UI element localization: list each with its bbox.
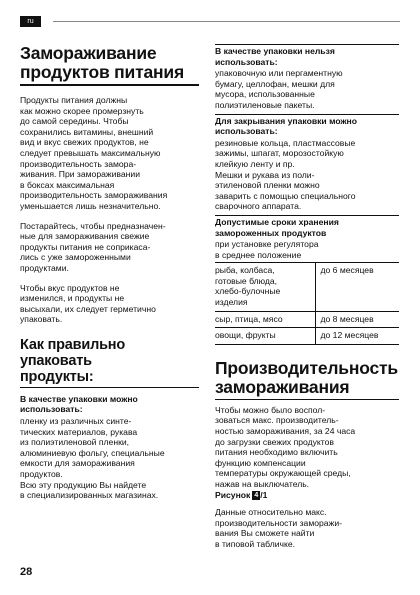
header-rule [53, 21, 400, 22]
food-cell: овощи, фрукты [215, 328, 315, 345]
section-rule [215, 399, 399, 400]
food-cell: рыба, колбаса, готовые блюда, хлебо-булочные изделия [215, 263, 315, 311]
subheading-forbidden-packaging: В качестве упаковки нельзя использовать: [215, 46, 335, 67]
figure-number-badge: 4 [254, 491, 259, 499]
section-title-packing: Как правильно упаковать продукты: [20, 336, 126, 385]
storage-time-table [215, 263, 399, 345]
subheading-storage-times: Допустимые сроки хранения замороженных продуктов [215, 216, 339, 238]
food-cell: сыр, птица, мясо [215, 311, 315, 328]
right-column [215, 44, 399, 550]
table-row [215, 263, 399, 311]
paragraph-intro: Продукты питания должны как можно скорее промерзнуть до самой середины. Чтобы сохранились витамины, внешний вид и вкус свежих продуктов, не следует превышать максимальную производительность замора- живания. При замораживании в боксах максимальная производительность замораживания уменьшается лишь незначительно. [20, 95, 168, 211]
time-cell: до 6 месяцев [315, 263, 399, 311]
paragraph-contact: Постарайтесь, чтобы предназначен- ные для замораживания свежие продукты питания не соприкаса- лись с уже замороженными продуктами. [20, 220, 166, 273]
paragraph-rating-plate: Данные относительно макс. производительности заморажи- вания Вы сможете найти в типовой табличке. [215, 507, 342, 549]
title-underline [20, 84, 199, 86]
divider [215, 215, 399, 216]
language-tag: ru [20, 16, 41, 27]
divider [215, 114, 399, 115]
table-row [215, 311, 399, 328]
section-title-capacity: Производительность замораживания [215, 357, 398, 397]
time-cell: до 12 месяцев [315, 328, 399, 345]
paragraph-allowed-packaging: пленку из различных синте- тических материалов, рукава из полиэтиленовой пленки, алюминиевую фольгу, специальные емкости для замораживания продуктов. Всю эту продукцию Вы найдете в специализированных магазинах. [20, 416, 165, 501]
paragraph-closing: резиновые кольца, пластмассовые зажимы, шпагат, морозостойкую клейкую ленту и пр. Мешки и рукава из поли- этиленовой пленки можно заварить с помощью специального сварочного аппарата. [215, 137, 356, 212]
paragraph-regulator: при установке регулятора в среднее положение [215, 239, 319, 260]
subheading-allowed-packaging: В качестве упаковки можно использовать: [20, 393, 138, 415]
table-row [215, 328, 399, 345]
section-title-freezing: Замораживание продуктов питания [20, 43, 184, 82]
figure-reference: Рисунок 4 /1 [215, 489, 268, 500]
time-cell: до 8 месяцев [315, 311, 399, 328]
top-rule [215, 44, 399, 45]
paragraph-taste: Чтобы вкус продуктов не изменился, и продукты не высыхали, их следует герметично упаковать. [20, 282, 156, 325]
subheading-closing: Для закрывания упаковки можно использовать: [215, 115, 357, 137]
paragraph-capacity: Чтобы можно было воспол- зоваться макс. производитель- ностью замораживания, за 24 часа до загрузки свежих продуктов питания необходимо включить функцию компенсации температуры окружающей среды, нажав на выключатель. [215, 404, 356, 489]
page-number: 28 [20, 566, 33, 578]
left-column [20, 44, 199, 501]
paragraph-forbidden-packaging: упаковочную или пергаментную бумагу, целлофан, мешки для мусора, использованные полиэтиленовые пакеты. [215, 68, 343, 110]
section-rule [20, 387, 199, 388]
